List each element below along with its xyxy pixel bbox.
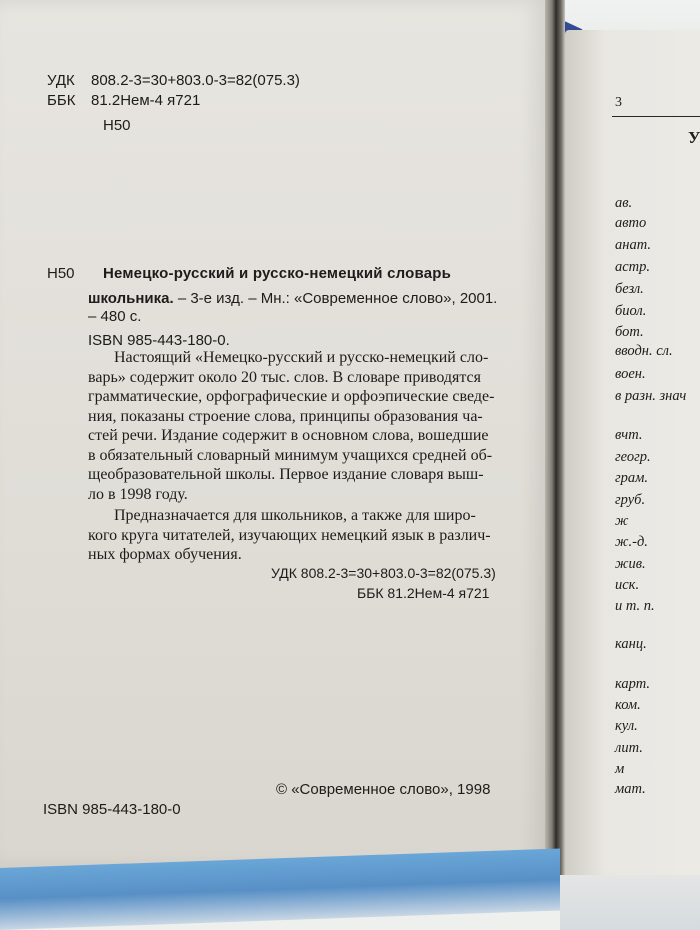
abbr-item: вводн. сл.: [615, 343, 673, 359]
udk-label: УДК: [47, 72, 75, 89]
description-line: в обязательный словарный минимум учащихся средней об-: [88, 446, 493, 464]
entry-title-line1: Немецко-русский и русско-немецкий словарь: [103, 265, 452, 282]
abbr-item: астр.: [615, 259, 651, 275]
copyright: © «Современное слово», 1998: [276, 781, 491, 798]
abbr-item: жив.: [615, 556, 646, 572]
description-line: грамматические, орфографические и орфоэпические сведе-: [88, 388, 495, 405]
bbk-line: [47, 91, 200, 111]
purpose-line: кого круга читателей, изучающих немецкий язык в различ-: [88, 526, 491, 544]
purpose-line: Предназначается для школьников, а также для широ-: [114, 507, 476, 524]
entry-publisher: – 3-е изд. – Мн.: «Современное слово», 2001.: [173, 290, 498, 307]
isbn-bottom: ISBN 985-443-180-0: [43, 801, 181, 818]
abbr-item: ком.: [615, 697, 641, 713]
entry-title-line2: [88, 289, 497, 309]
entry-isbn: ISBN 985-443-180-0.: [88, 332, 230, 349]
description-line: стей речи. Издание содержит в основном слова, вошедшие: [88, 427, 489, 444]
abbr-item: ав.: [615, 195, 633, 211]
abbr-item: мат.: [615, 781, 646, 797]
bbk-label: ББК: [47, 92, 76, 109]
description-line: варь» содержит около 20 тыс. слов. В словаре приводятся: [88, 368, 482, 386]
purpose-line: ных формах обучения.: [88, 546, 242, 563]
entry-pages: – 480 с.: [88, 308, 142, 325]
abbr-item: авто: [615, 215, 647, 231]
abbr-item: грам.: [615, 470, 649, 486]
bbk-bottom: ББК 81.2Нем-4 я721: [357, 585, 490, 601]
author-code: Н50: [103, 117, 131, 134]
udk-bottom: УДК 808.2-3=30+803.0-3=82(075.3): [271, 565, 496, 581]
description-line: ло в 1998 году.: [88, 485, 188, 503]
abbr-item: канц.: [615, 636, 647, 652]
abbr-item: и т. п.: [615, 598, 655, 614]
abbr-item: м: [615, 761, 625, 777]
entry-code: Н50: [47, 265, 75, 282]
book-gutter: [545, 0, 565, 880]
abbr-item: биол.: [615, 303, 647, 319]
header-rule: [612, 116, 700, 117]
abbr-item: бот.: [615, 324, 644, 340]
abbr-item: в разн. знач: [615, 388, 687, 404]
description-paragraph: [88, 348, 494, 504]
abbr-item: ж.-д.: [615, 534, 648, 550]
abbr-item: груб.: [615, 492, 646, 508]
page-number: 3: [615, 95, 622, 110]
abbr-item: иск.: [615, 577, 640, 593]
abbr-item: ж: [615, 513, 629, 529]
purpose-paragraph: [88, 506, 491, 565]
bbk-value: 81.2Нем-4 я721: [91, 92, 201, 109]
description-line: щеобразовательной школы. Первое издание словаря выш-: [88, 466, 484, 483]
abbr-item: вчт.: [615, 427, 643, 443]
description-line: ния, показаны строение слова, принципы образования ча-: [88, 407, 483, 425]
udk-line: [47, 71, 300, 91]
abbr-item: карт.: [615, 676, 651, 692]
description-line: Настоящий «Немецко-русский и русско-немецкий сло-: [114, 349, 489, 366]
heading-fragment: У: [688, 128, 700, 147]
abbr-item: безл.: [615, 281, 644, 297]
abbr-item: геогр.: [615, 449, 651, 465]
entry-title-bold: школьника.: [88, 290, 174, 307]
abbr-item: анат.: [615, 237, 651, 253]
udk-value: 808.2-3=30+803.0-3=82(075.3): [91, 72, 300, 89]
abbr-item: кул.: [615, 718, 638, 734]
background: [560, 875, 700, 930]
abbr-item: лит.: [615, 740, 643, 756]
abbr-item: воен.: [615, 366, 646, 382]
